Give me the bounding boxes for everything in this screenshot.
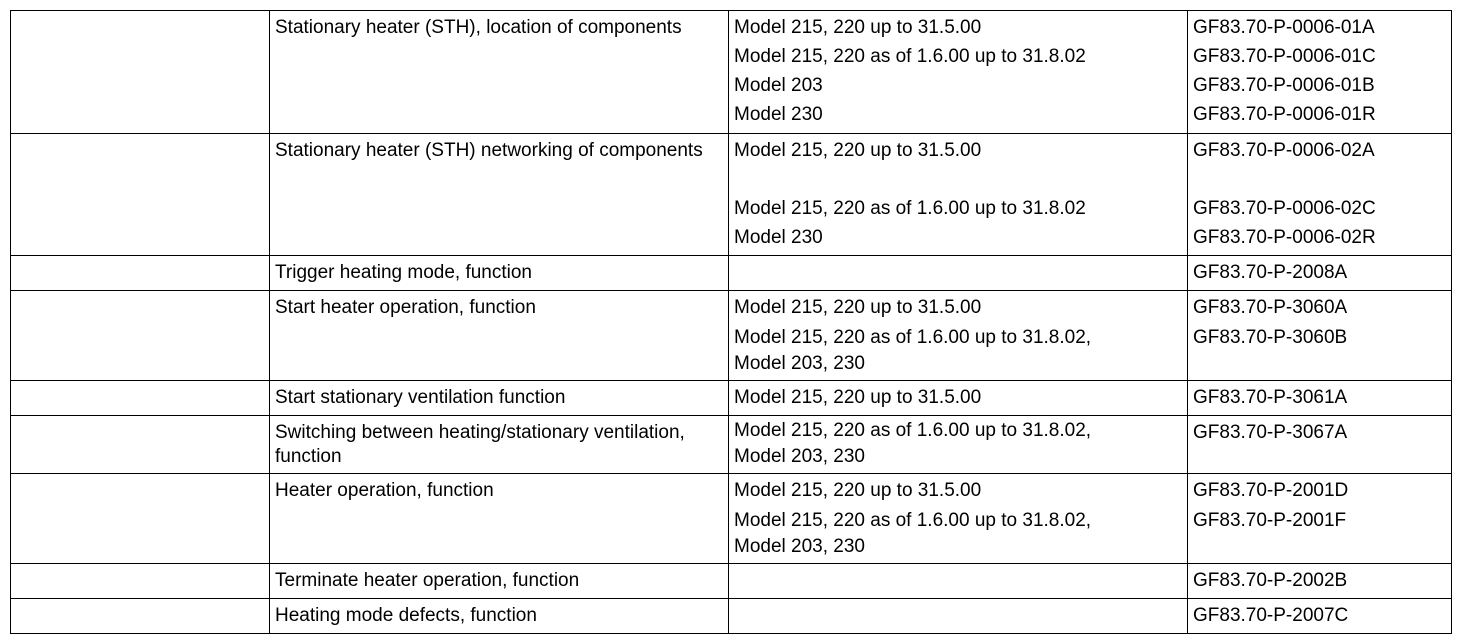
model-line: Model 203 [734, 75, 823, 96]
empty-cell [11, 564, 270, 599]
codes-cell [1188, 381, 1452, 416]
table-row [11, 564, 1452, 599]
models-cell [729, 291, 1188, 381]
models-cell [729, 474, 1188, 564]
model-line: Model 215, 220 up to 31.5.00 [734, 140, 982, 161]
model-line: Model 215, 220 as of 1.6.00 up to 31.8.02, [734, 420, 1092, 441]
model-line: Model 230 [734, 227, 823, 248]
description-cell: Trigger heating mode, function [270, 256, 729, 291]
model-line: Model 215, 220 as of 1.6.00 up to 31.8.02 [734, 198, 1086, 219]
empty-cell [11, 134, 270, 256]
description-cell: Heater operation, function [270, 474, 729, 564]
spacer [734, 165, 1182, 194]
document-code: GF83.70-P-2008A [1193, 262, 1348, 283]
table-row [11, 416, 1452, 474]
document-code: GF83.70-P-3067A [1193, 422, 1348, 443]
document-code: GF83.70-P-0006-01C [1193, 46, 1376, 67]
document-code: GF83.70-P-0006-01R [1193, 104, 1376, 125]
table-row [11, 11, 1452, 134]
document-code: GF83.70-P-3060A [1193, 297, 1348, 318]
table-row [11, 474, 1452, 564]
description-cell: Terminate heater operation, function [270, 564, 729, 599]
model-line: Model 215, 220 up to 31.5.00 [734, 480, 982, 501]
document-code: GF83.70-P-0006-02R [1193, 227, 1376, 248]
table-row [11, 134, 1452, 256]
document-code: GF83.70-P-0006-02C [1193, 198, 1376, 219]
model-line: Model 203, 230 [734, 353, 865, 374]
codes-cell [1188, 564, 1452, 599]
model-line: Model 215, 220 up to 31.5.00 [734, 387, 982, 408]
description-cell: Start heater operation, function [270, 291, 729, 381]
document-code: GF83.70-P-0006-01B [1193, 75, 1375, 96]
description-cell: Heating mode defects, function [270, 599, 729, 634]
model-line: Model 215, 220 up to 31.5.00 [734, 297, 982, 318]
model-line: Model 203, 230 [734, 536, 865, 557]
model-line: Model 230 [734, 104, 823, 125]
model-line: Model 215, 220 as of 1.6.00 up to 31.8.02 [734, 46, 1086, 67]
empty-cell [11, 256, 270, 291]
empty-cell [11, 11, 270, 134]
codes-cell [1188, 599, 1452, 634]
document-code: GF83.70-P-3061A [1193, 387, 1348, 408]
codes-cell [1188, 474, 1452, 564]
codes-cell [1188, 291, 1452, 381]
model-line: Model 215, 220 as of 1.6.00 up to 31.8.02, [734, 510, 1092, 531]
empty-cell [11, 474, 270, 564]
model-line: Model 215, 220 up to 31.5.00 [734, 17, 982, 38]
codes-cell [1188, 134, 1452, 256]
description-cell: Stationary heater (STH), location of components [270, 11, 729, 134]
model-line: Model 203, 230 [734, 446, 865, 467]
codes-cell [1188, 11, 1452, 134]
models-cell [729, 134, 1188, 256]
table-row [11, 381, 1452, 416]
spacer [1193, 165, 1446, 194]
description-cell: Switching between heating/stationary ventilation, function [270, 416, 729, 474]
description-cell: Stationary heater (STH) networking of components [270, 134, 729, 256]
codes-cell [1188, 416, 1452, 474]
table-row [11, 291, 1452, 381]
empty-cell [11, 291, 270, 381]
table-row [11, 256, 1452, 291]
models-cell [729, 416, 1188, 474]
models-cell [729, 381, 1188, 416]
empty-cell [11, 381, 270, 416]
document-code: GF83.70-P-2007C [1193, 605, 1349, 626]
table-row [11, 599, 1452, 634]
empty-cell [11, 416, 270, 474]
models-cell [729, 599, 1188, 634]
document-code: GF83.70-P-2001D [1193, 480, 1349, 501]
description-cell: Start stationary ventilation function [270, 381, 729, 416]
codes-cell [1188, 256, 1452, 291]
reference-table [10, 10, 1452, 634]
model-line: Model 215, 220 as of 1.6.00 up to 31.8.02, [734, 327, 1092, 348]
document-code: GF83.70-P-3060B [1193, 327, 1348, 348]
models-cell [729, 256, 1188, 291]
models-cell [729, 564, 1188, 599]
document-code: GF83.70-P-2002B [1193, 570, 1348, 591]
models-cell [729, 11, 1188, 134]
document-code: GF83.70-P-2001F [1193, 510, 1347, 531]
empty-cell [11, 599, 270, 634]
document-code: GF83.70-P-0006-02A [1193, 140, 1375, 161]
document-code: GF83.70-P-0006-01A [1193, 17, 1375, 38]
